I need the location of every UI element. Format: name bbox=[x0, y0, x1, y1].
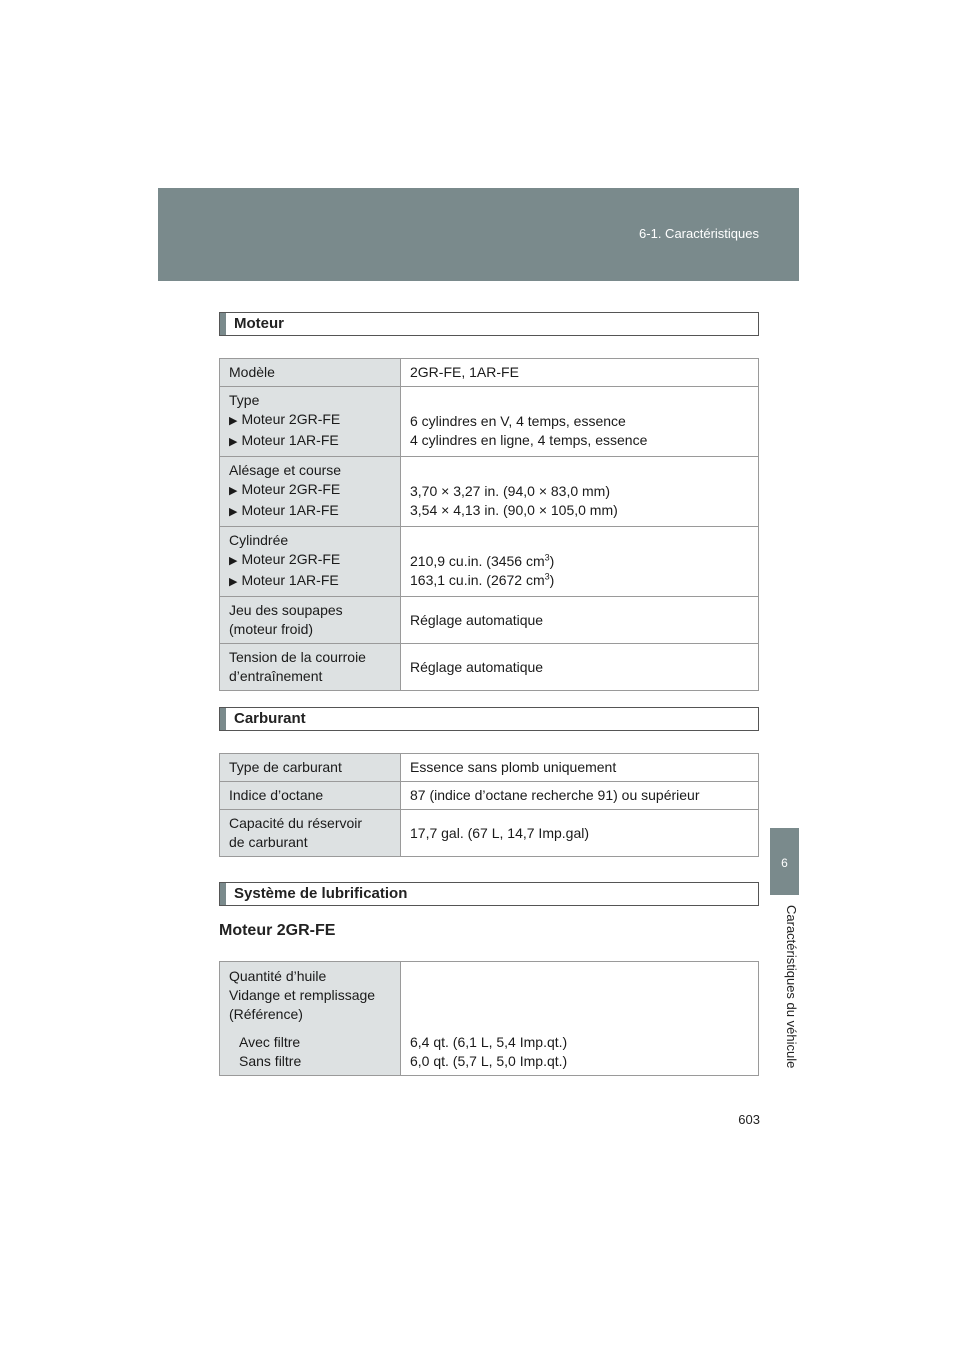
row-value: 4 cylindres en ligne, 4 temps, essence bbox=[410, 432, 648, 448]
row-label: Capacité du réservoir bbox=[229, 815, 363, 831]
row-label: Modèle bbox=[220, 359, 401, 387]
table-row bbox=[220, 782, 759, 810]
table-row bbox=[220, 359, 759, 387]
arrow-icon: ▶ bbox=[229, 415, 238, 427]
section-bar bbox=[220, 708, 226, 730]
table-row bbox=[220, 387, 759, 457]
header-band bbox=[158, 188, 799, 281]
arrow-icon: ▶ bbox=[229, 555, 238, 567]
section-header-moteur bbox=[219, 312, 759, 336]
row-label: Cylindrée bbox=[229, 532, 289, 548]
row-label: Vidange et remplissage bbox=[229, 986, 376, 1003]
row-value: Essence sans plomb uniquement bbox=[401, 754, 759, 782]
row-value: 163,1 cu.in. (2672 $cm^3$) bbox=[410, 571, 555, 588]
row-value: 2GR-FE, 1AR-FE bbox=[401, 359, 759, 387]
row-value: Réglage automatique bbox=[401, 597, 759, 644]
sub-label: Moteur 2GR-FE bbox=[241, 481, 341, 497]
sub-label: Sans filtre bbox=[239, 1052, 302, 1069]
row-label: d’entraînement bbox=[229, 668, 323, 684]
section-bar bbox=[220, 883, 226, 905]
chapter-label: Caractéristiques du véhicule bbox=[784, 905, 799, 1069]
row-value: 6 cylindres en V, 4 temps, essence bbox=[410, 413, 626, 429]
row-label: Jeu des soupapes bbox=[229, 602, 343, 618]
row-value: 87 (indice d’octane recherche 91) ou supérieur bbox=[401, 782, 759, 810]
sub-label: Moteur 2GR-FE bbox=[241, 551, 341, 567]
row-value: 3,54 × 4,13 in. (90,0 × 105,0 mm) bbox=[410, 502, 618, 518]
chapter-number: 6 bbox=[781, 856, 788, 870]
page-number: 603 bbox=[738, 1112, 760, 1127]
section-header-lubrification bbox=[219, 882, 759, 906]
table-row bbox=[220, 962, 759, 1076]
sub-label: Avec filtre bbox=[239, 1033, 301, 1050]
engine-subheading: Moteur 2GR-FE bbox=[219, 922, 336, 939]
row-value: 6,4 qt. (6,1 L, 5,4 Imp.qt.) bbox=[410, 1034, 568, 1050]
row-label: Type bbox=[229, 392, 260, 408]
sub-label: Moteur 1AR-FE bbox=[241, 572, 339, 588]
table-row bbox=[220, 644, 759, 691]
section-title: Moteur bbox=[234, 315, 284, 332]
section-header-carburant bbox=[219, 707, 759, 731]
row-label: Indice d’octane bbox=[220, 782, 401, 810]
chapter-tab bbox=[770, 828, 799, 895]
row-value: 6,0 qt. (5,7 L, 5,0 Imp.qt.) bbox=[410, 1053, 568, 1069]
row-label: (moteur froid) bbox=[229, 621, 314, 637]
arrow-icon: ▶ bbox=[229, 485, 238, 497]
sub-label: Moteur 2GR-FE bbox=[241, 411, 341, 427]
row-label: Alésage et course bbox=[229, 462, 342, 478]
arrow-icon: ▶ bbox=[229, 576, 238, 588]
row-label: de carburant bbox=[229, 834, 308, 850]
table-row bbox=[220, 754, 759, 782]
row-value: 210,9 cu.in. (3456 $cm^3$) bbox=[410, 552, 555, 569]
arrow-icon: ▶ bbox=[229, 506, 238, 518]
section-title: Système de lubrification bbox=[234, 885, 408, 902]
breadcrumb: 6-1. Caractéristiques bbox=[639, 226, 759, 241]
section-bar bbox=[220, 313, 226, 335]
row-value: Réglage automatique bbox=[401, 644, 759, 691]
row-value: 17,7 gal. (67 L, 14,7 Imp.gal) bbox=[401, 810, 759, 857]
table-row bbox=[220, 810, 759, 857]
sub-label: Moteur 1AR-FE bbox=[241, 502, 339, 518]
table-row bbox=[220, 597, 759, 644]
table-row bbox=[220, 527, 759, 597]
row-label: Type de carburant bbox=[220, 754, 401, 782]
row-label: Quantité d’huile bbox=[229, 967, 327, 984]
oil-spec-table bbox=[219, 961, 759, 1076]
arrow-icon: ▶ bbox=[229, 436, 238, 448]
fuel-spec-table bbox=[219, 753, 759, 857]
section-title: Carburant bbox=[234, 710, 306, 727]
row-label: (Référence) bbox=[229, 1005, 303, 1022]
engine-spec-table bbox=[219, 358, 759, 691]
sub-label: Moteur 1AR-FE bbox=[241, 432, 339, 448]
row-label: Tension de la courroie bbox=[229, 649, 366, 665]
table-row bbox=[220, 457, 759, 527]
row-value: 3,70 × 3,27 in. (94,0 × 83,0 mm) bbox=[410, 483, 611, 499]
